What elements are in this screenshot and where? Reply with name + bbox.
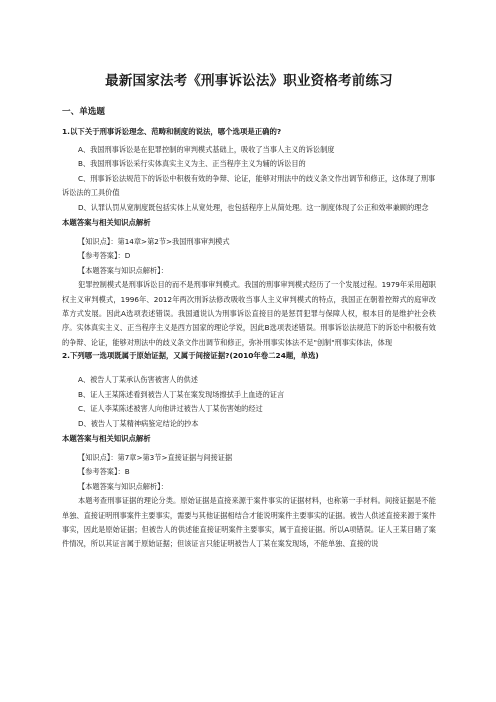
question-1-answer: 【参考答案】：D [78,251,131,261]
question-2-stem: 2.下列哪一选项既属于原始证据，又属于间接证据?(2010年卷二24题，单选) [62,351,319,361]
question-2-knowledge-point: 【知识点】：第7章>第3节>直接证据与间接证据 [78,452,233,462]
question-1-stem: 1.以下关于刑事诉讼理念、范畴和制度的说法，哪个选项是正确的? [62,127,282,136]
question-2-answer: 【参考答案】：B [78,467,130,477]
question-1-option-b: B、我国刑事诉讼采行实体真实主义为主、正当程序主义为辅的诉讼目的 [78,159,306,169]
question-2-option-b: B、证人王某陈述看到被告人丁某在案发现场擦拭手上血迹的证言 [78,389,285,399]
question-1-option-c: C、刑事诉讼法规范下的诉讼中积极有效的争辩、论证，能够对刑法中的歧义条文作出调节和修正，这体现了刑事诉讼法的工具价值 [62,173,436,198]
question-1-analysis-label: 【本题答案与知识点解析】： [78,265,168,275]
question-1-analysis-text: 犯罪控制模式是刑事诉讼目的而不是刑事审判模式。我国的刑事审判模式经历了一个发展过程。1979年采用超职权主义审判模式，1996年、2012年两次刑诉法修改吸收当事人主义审判模式的特点，我国正在朝着控辩式的庭审改革方式发展。因此A选项表述错误。我国通说认为刑事诉讼直接目的是惩罚犯罪与保障人权，根本目的是维护社会秩序。实体真实主义、正当程序主义是西方国家的理论学说，因此B选项表述错误。刑事诉讼法规范下的诉讼中积极有效的争辩、论证，能够对刑法中的歧义条文作出调节和修正，弥补刑事实体法不足"创制"刑事实体法，体现 [62,280,436,347]
question-2-option-c: C、证人李某陈述被害人向他讲过被告人丁某伤害她的经过 [78,404,263,414]
question-1-option-d: D、认罪认罚从宽制度既包括实体上从宽处理，也包括程序上从简处理。这一制度体现了公正和效率兼顾的理念 [78,202,429,212]
question-1-analysis-heading: 本题答案与相关知识点解析 [62,218,151,228]
question-1-option-a: A、我国刑事诉讼是在犯罪控制的审判模式基础上，吸收了当事人主义的诉讼制度 [78,145,335,154]
question-2-analysis-heading: 本题答案与相关知识点解析 [62,433,151,443]
question-1 [62,126,436,350]
question-2 [62,350,436,551]
document-title: 最新国家法考《刑事诉讼法》职业资格考前练习 [105,73,393,89]
question-2-option-a: A、被告人丁某承认伤害被害人的供述 [78,375,198,385]
question-1-knowledge-point: 【知识点】：第14章>第2节>我国刑事审判模式 [78,237,230,247]
section-heading: 一、单选题 [62,107,105,117]
question-2-analysis-label: 【本题答案与知识点解析】： [78,481,168,491]
question-2-analysis-text: 本题考查刑事证据的理论分类。原始证据是直接来源于案件事实的证据材料，也称第一手材料。间接证据是不能单独、直接证明刑事案件主要事实，需要与其他证据相结合才能说明案件主要事实的证据。被告人供述直接来源于案件事实，因此是原始证据；但被告人的供述能直接证明案件主要事实，属于直接证据。所以A项错误。证人王某目睹了案件情况，所以其证言属于原始证据；但该证言只能证明被告人丁某在案发现场，不能单独、直接的说 [62,496,436,549]
question-2-option-d: D、被告人丁某精神病鉴定结论的抄本 [78,418,199,428]
